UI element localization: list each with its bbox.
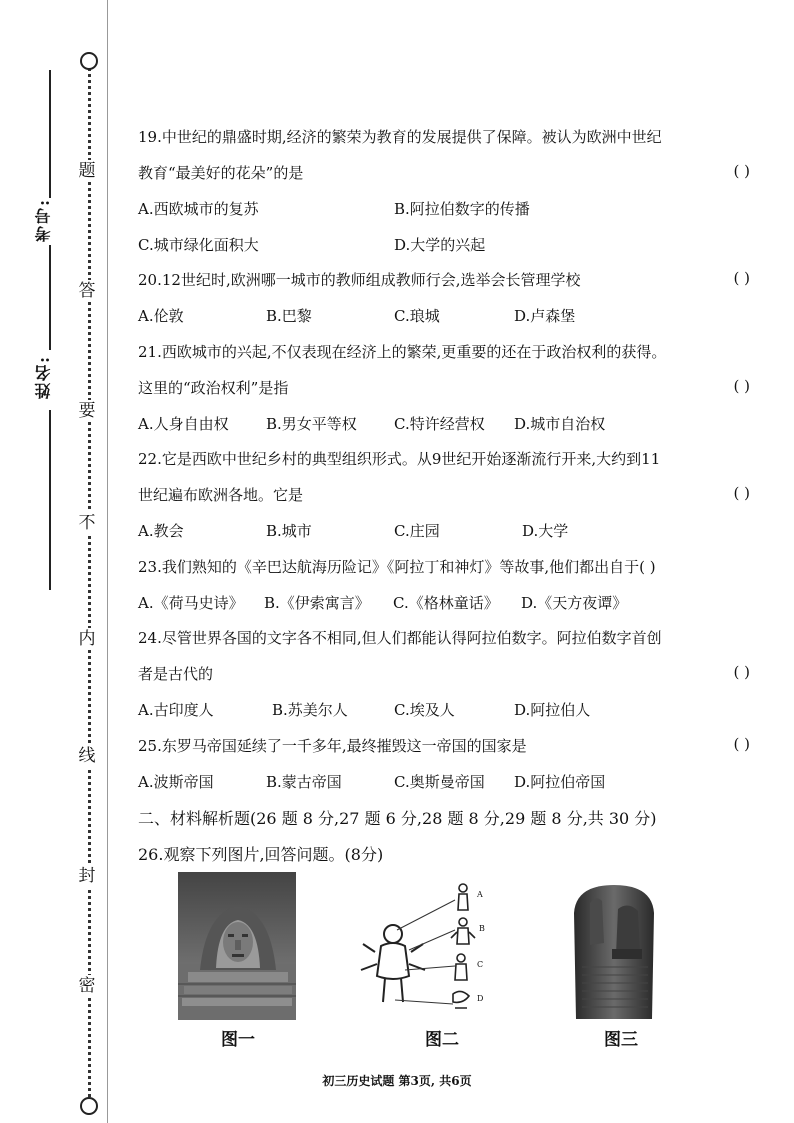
name-rule xyxy=(49,245,51,350)
q23-line1: 23.我们熟知的《辛巴达航海历险记》《阿拉丁和神灯》等故事,他们都出自于( ) xyxy=(138,558,656,576)
q22-option-a: A.教会 xyxy=(138,522,184,540)
q24-option-b: B.苏美尔人 xyxy=(272,701,348,719)
figure-1-sphinx xyxy=(178,872,296,1020)
q20-option-b: B.巴黎 xyxy=(266,307,312,325)
q24-answer-paren: ( ) xyxy=(733,663,750,681)
q24-option-a: A.古印度人 xyxy=(138,701,214,719)
q26-prompt: 26.观察下列图片,回答问题。(8分) xyxy=(138,845,384,864)
q25-option-d: D.阿拉伯帝国 xyxy=(514,773,606,791)
seal-char-5: 内 xyxy=(76,628,98,650)
figure-1-caption: 图一 xyxy=(221,1030,255,1050)
q21-line2: 这里的“政治权利”是指 xyxy=(138,379,289,397)
q25-option-a: A.波斯帝国 xyxy=(138,773,214,791)
seal-char-1: 题 xyxy=(76,160,98,182)
sphinx-image xyxy=(178,872,296,1020)
fig2-label-b: B xyxy=(479,924,485,933)
exam-no-rule xyxy=(49,70,51,198)
fig2-label-d: D xyxy=(477,994,484,1003)
margin-rule xyxy=(107,0,108,1123)
q19-line1: 19.中世纪的鼎盛时期,经济的繁荣为教育的发展提供了保障。被认为欧洲中世纪 xyxy=(138,128,662,146)
q23-option-c: C.《格林童话》 xyxy=(393,594,499,612)
q20-option-d: D.卢森堡 xyxy=(514,307,576,325)
binding-margin xyxy=(0,0,110,1123)
q24-line1: 24.尽管世界各国的文字各不相同,但人们都能认得阿拉伯数字。阿拉伯数字首创 xyxy=(138,629,662,647)
q20-line1: 20.12世纪时,欧洲哪一城市的教师组成教师行会,选举会长管理学校 xyxy=(138,271,581,289)
q21-line1: 21.西欧城市的兴起,不仅表现在经济上的繁荣,更重要的还在于政治权利的获得。 xyxy=(138,343,667,361)
q24-option-d: D.阿拉伯人 xyxy=(514,701,591,719)
seal-char-3: 要 xyxy=(76,400,98,422)
q21-option-c: C.特许经营权 xyxy=(394,415,485,433)
figure-3-caption: 图三 xyxy=(604,1030,638,1050)
seal-char-4: 不 xyxy=(76,512,98,534)
q24-line2: 者是古代的 xyxy=(138,665,214,683)
q20-answer-paren: ( ) xyxy=(733,269,750,287)
q22-option-d: D.大学 xyxy=(522,522,569,540)
stele-image xyxy=(568,883,660,1019)
q22-option-b: B.城市 xyxy=(266,522,312,540)
seal-char-8: 密 xyxy=(76,975,98,997)
q21-option-a: A.人身自由权 xyxy=(138,415,229,433)
seal-char-6: 线 xyxy=(76,745,98,767)
q25-line1: 25.东罗马帝国延续了一千多年,最终摧毁这一帝国的国家是 xyxy=(138,737,527,755)
figure-2-caption: 图二 xyxy=(425,1030,459,1050)
q25-answer-paren: ( ) xyxy=(733,735,750,753)
q20-option-a: A.伦敦 xyxy=(138,307,184,325)
q23-option-a: A.《荷马史诗》 xyxy=(138,594,244,612)
q23-option-d: D.《天方夜谭》 xyxy=(521,594,628,612)
q22-option-c: C.庄园 xyxy=(394,522,440,540)
q21-answer-paren: ( ) xyxy=(733,377,750,395)
page-footer: 初三历史试题 第3页, 共6页 xyxy=(322,1074,472,1088)
q19-answer-paren: ( ) xyxy=(733,162,750,180)
exam-no-label: 考号: xyxy=(34,198,53,242)
figure-3-stele xyxy=(568,883,660,1019)
q19-option-b: B.阿拉伯数字的传播 xyxy=(394,200,530,218)
q19-option-d: D.大学的兴起 xyxy=(394,236,486,254)
class-rule xyxy=(49,410,51,590)
fig2-label-c: C xyxy=(477,960,484,969)
figure-2-caste-diagram xyxy=(355,878,495,1023)
q20-option-c: C.琅城 xyxy=(394,307,440,325)
seal-char-2: 答 xyxy=(76,280,98,302)
q24-option-c: C.埃及人 xyxy=(394,701,455,719)
name-label: 姓名: xyxy=(34,355,53,399)
q19-option-a: A.西欧城市的复苏 xyxy=(138,200,259,218)
q25-option-c: C.奥斯曼帝国 xyxy=(394,773,485,791)
binding-hole-bottom xyxy=(80,1097,98,1115)
q25-option-b: B.蒙古帝国 xyxy=(266,773,342,791)
binding-hole-top xyxy=(80,52,98,70)
q22-line1: 22.它是西欧中世纪乡村的典型组织形式。从9世纪开始逐渐流行开来,大约到11 xyxy=(138,450,661,468)
q21-option-b: B.男女平等权 xyxy=(266,415,357,433)
seal-dotted-line xyxy=(88,62,91,1097)
q23-option-b: B.《伊索寓言》 xyxy=(264,594,370,612)
fig2-label-a: A xyxy=(477,890,483,899)
q22-answer-paren: ( ) xyxy=(733,484,750,502)
q19-option-c: C.城市绿化面积大 xyxy=(138,236,259,254)
q19-line2: 教育“最美好的花朵”的是 xyxy=(138,164,304,182)
caste-diagram-image xyxy=(355,878,495,1023)
section2-heading: 二、材料解析题(26 题 8 分,27 题 6 分,28 题 8 分,29 题 8 分,共 30 分) xyxy=(138,809,657,828)
q21-option-d: D.城市自治权 xyxy=(514,415,606,433)
q22-line2: 世纪遍布欧洲各地。它是 xyxy=(138,486,304,504)
seal-char-7: 封 xyxy=(76,865,98,887)
